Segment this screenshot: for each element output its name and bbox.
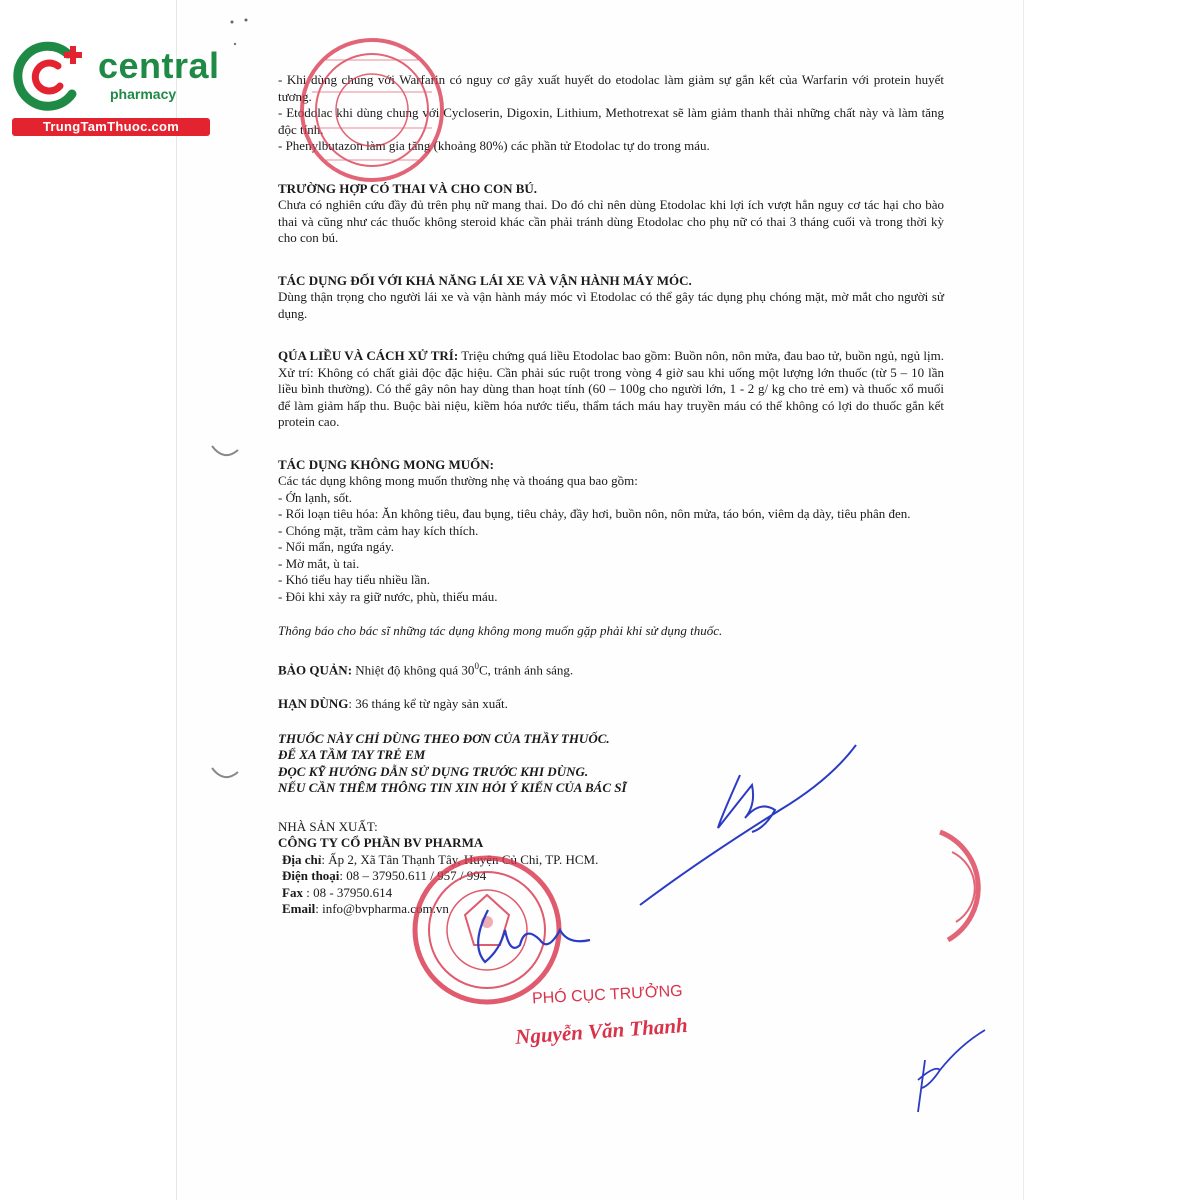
overdose-section — [278, 348, 944, 431]
notify-doctor-note: Thông báo cho bác sĩ những tác dụng không mong muốn gặp phải khi sử dụng thuốc. — [278, 623, 723, 638]
manufacturer-block — [278, 819, 944, 918]
warning-line: ĐỂ XA TẦM TAY TRẺ EM — [278, 747, 426, 763]
list-item: - Đôi khi xảy ra giữ nước, phù, thiếu máu. — [278, 588, 498, 604]
section-heading: TÁC DỤNG ĐỐI VỚI KHẢ NĂNG LÁI XE VÀ VẬN HÀNH MÁY MÓC. — [278, 272, 692, 288]
expiry-label: HẠN DÙNG — [278, 696, 349, 712]
degree-sup: 0 — [474, 660, 479, 671]
brand-name: central — [98, 45, 220, 86]
address-value: : Ấp 2, Xã Tân Thạnh Tây, Huyện Củ Chi, TP. HCM. — [321, 851, 599, 867]
storage-text-end: C, tránh ánh sáng. — [478, 661, 574, 677]
email-label: Email — [282, 901, 316, 917]
section-heading: TÁC DỤNG KHÔNG MONG MUỐN: — [278, 456, 494, 472]
storage-line — [278, 658, 944, 679]
warning-line: NẾU CẦN THÊM THÔNG TIN XIN HỎI Ý KIẾN CỦA BÁC SĨ — [278, 780, 627, 796]
warnings-block — [278, 731, 944, 797]
expiry-line — [278, 696, 944, 713]
address-label: Địa chỉ — [282, 851, 322, 867]
approver-name: Nguyễn Văn Thanh — [514, 1012, 689, 1049]
pharmacy-cross-icon — [10, 36, 94, 116]
pregnancy-section — [278, 181, 944, 247]
brand-subtitle: pharmacy — [110, 86, 177, 102]
central-pharmacy-logo[interactable] — [10, 36, 220, 136]
manufacturer-name: CÔNG TY CỔ PHẦN BV PHARMA — [278, 835, 484, 851]
section-text: Dùng thận trọng cho người lái xe và vận hành máy móc vì Etodolac có thể gây tác dụng phụ chóng mặt, mờ mắt cho người sử dụng. — [278, 289, 944, 321]
storage-text: Nhiệt độ không quá 30 — [352, 661, 475, 677]
approver-title: PHÓ CỤC TRƯỞNG — [531, 982, 684, 1008]
interaction-item: - Etodolac khi dùng chung với Cycloserin, Digoxin, Lithium, Methotrexat sẽ làm giảm thanh thải những chất này và làm tăng độc tính. — [278, 105, 944, 137]
expiry-text: : 36 tháng kể từ ngày sản xuất. — [348, 696, 508, 712]
list-item: - Nổi mẩn, ngứa ngáy. — [278, 539, 394, 554]
interaction-item: - Khi dùng chung với Warfarin có nguy cơ gây xuất huyết do etodolac làm giảm sự gắn kết của Warfarin với protein huyết tương. — [278, 72, 944, 104]
phone-label: Điện thoại — [282, 868, 340, 884]
interactions-section — [278, 72, 944, 155]
list-item: - Ớn lạnh, sốt. — [278, 489, 353, 505]
warning-line: THUỐC NÀY CHỈ DÙNG THEO ĐƠN CỦA THẦY THUỐC. — [278, 730, 610, 746]
warning-line: ĐỌC KỸ HƯỚNG DẪN SỬ DỤNG TRƯỚC KHI DÙNG. — [278, 763, 589, 779]
list-item: - Khó tiểu hay tiểu nhiều lần. — [278, 572, 430, 587]
fax-label: Fax — [282, 884, 303, 900]
storage-label: BẢO QUẢN: — [278, 661, 353, 677]
email-value: : info@bvpharma.com.vn — [315, 901, 449, 917]
list-item: - Chóng mặt, trầm cảm hay kích thích. — [278, 522, 479, 538]
interaction-item: - Phenylbutazon làm gia tăng (khoảng 80%) các phần tử Etodolac tự do trong máu. — [278, 138, 710, 153]
section-heading: TRƯỜNG HỢP CÓ THAI VÀ CHO CON BÚ. — [278, 180, 538, 196]
list-item: - Mờ mắt, ù tai. — [278, 555, 360, 571]
section-text: Triệu chứng quá liều Etodolac bao gồm: Buồn nôn, nôn mửa, đau bao tử, buồn ngủ, ngủ lịm. Xử trí: Không có chất giải độc đặc hiệu. Cần phải súc ruột trong vòng 4 giờ sau khi uống một lượng lớn thuốc (từ 5 – 10 lần liều bình thường). Có thể gây nôn hay dùng than hoạt tính (60 – 100g cho người lớn, 1 - 2 g/ kg cho trẻ em) và thuốc xổ muối để làm giảm hấp thu. Buộc bài niệu, kiềm hóa nước tiểu, thẩm tách máu hay truyền máu có thể không có lợi do thuốc gắn kết protein cao. — [278, 348, 944, 429]
section-text: Chưa có nghiên cứu đầy đủ trên phụ nữ mang thai. Do đó chỉ nên dùng Etodolac khi lợi ích vượt hẳn nguy cơ tác hại cho bào thai và cũng như các thuốc không steroid khác cần phải tránh dùng Etodolac cho phụ nữ có thai 3 tháng cuối và trong thời kỳ cho con bú. — [278, 197, 944, 245]
section-intro: Các tác dụng không mong muốn thường nhẹ và thoáng qua bao gồm: — [278, 473, 638, 488]
manufacturer-label: NHÀ SẢN XUẤT: — [278, 818, 378, 834]
list-item: - Rối loạn tiêu hóa: Ăn không tiêu, đau bụng, tiêu chảy, đầy hơi, buồn nôn, nôn mửa, táo bón, viêm dạ dày, tiêu phân đen. — [278, 506, 911, 521]
section-heading: QÚA LIỀU VÀ CÁCH XỬ TRÍ: — [278, 348, 459, 363]
phone-value: : 08 – 37950.611 / 957 / 994 — [339, 868, 487, 884]
side-effects-section — [278, 457, 944, 640]
fax-value: : 08 - 37950.614 — [302, 884, 393, 900]
brand-site-bar[interactable]: TrungTamThuoc.com — [12, 118, 210, 136]
driving-section — [278, 273, 944, 323]
leaflet-content — [278, 72, 944, 918]
